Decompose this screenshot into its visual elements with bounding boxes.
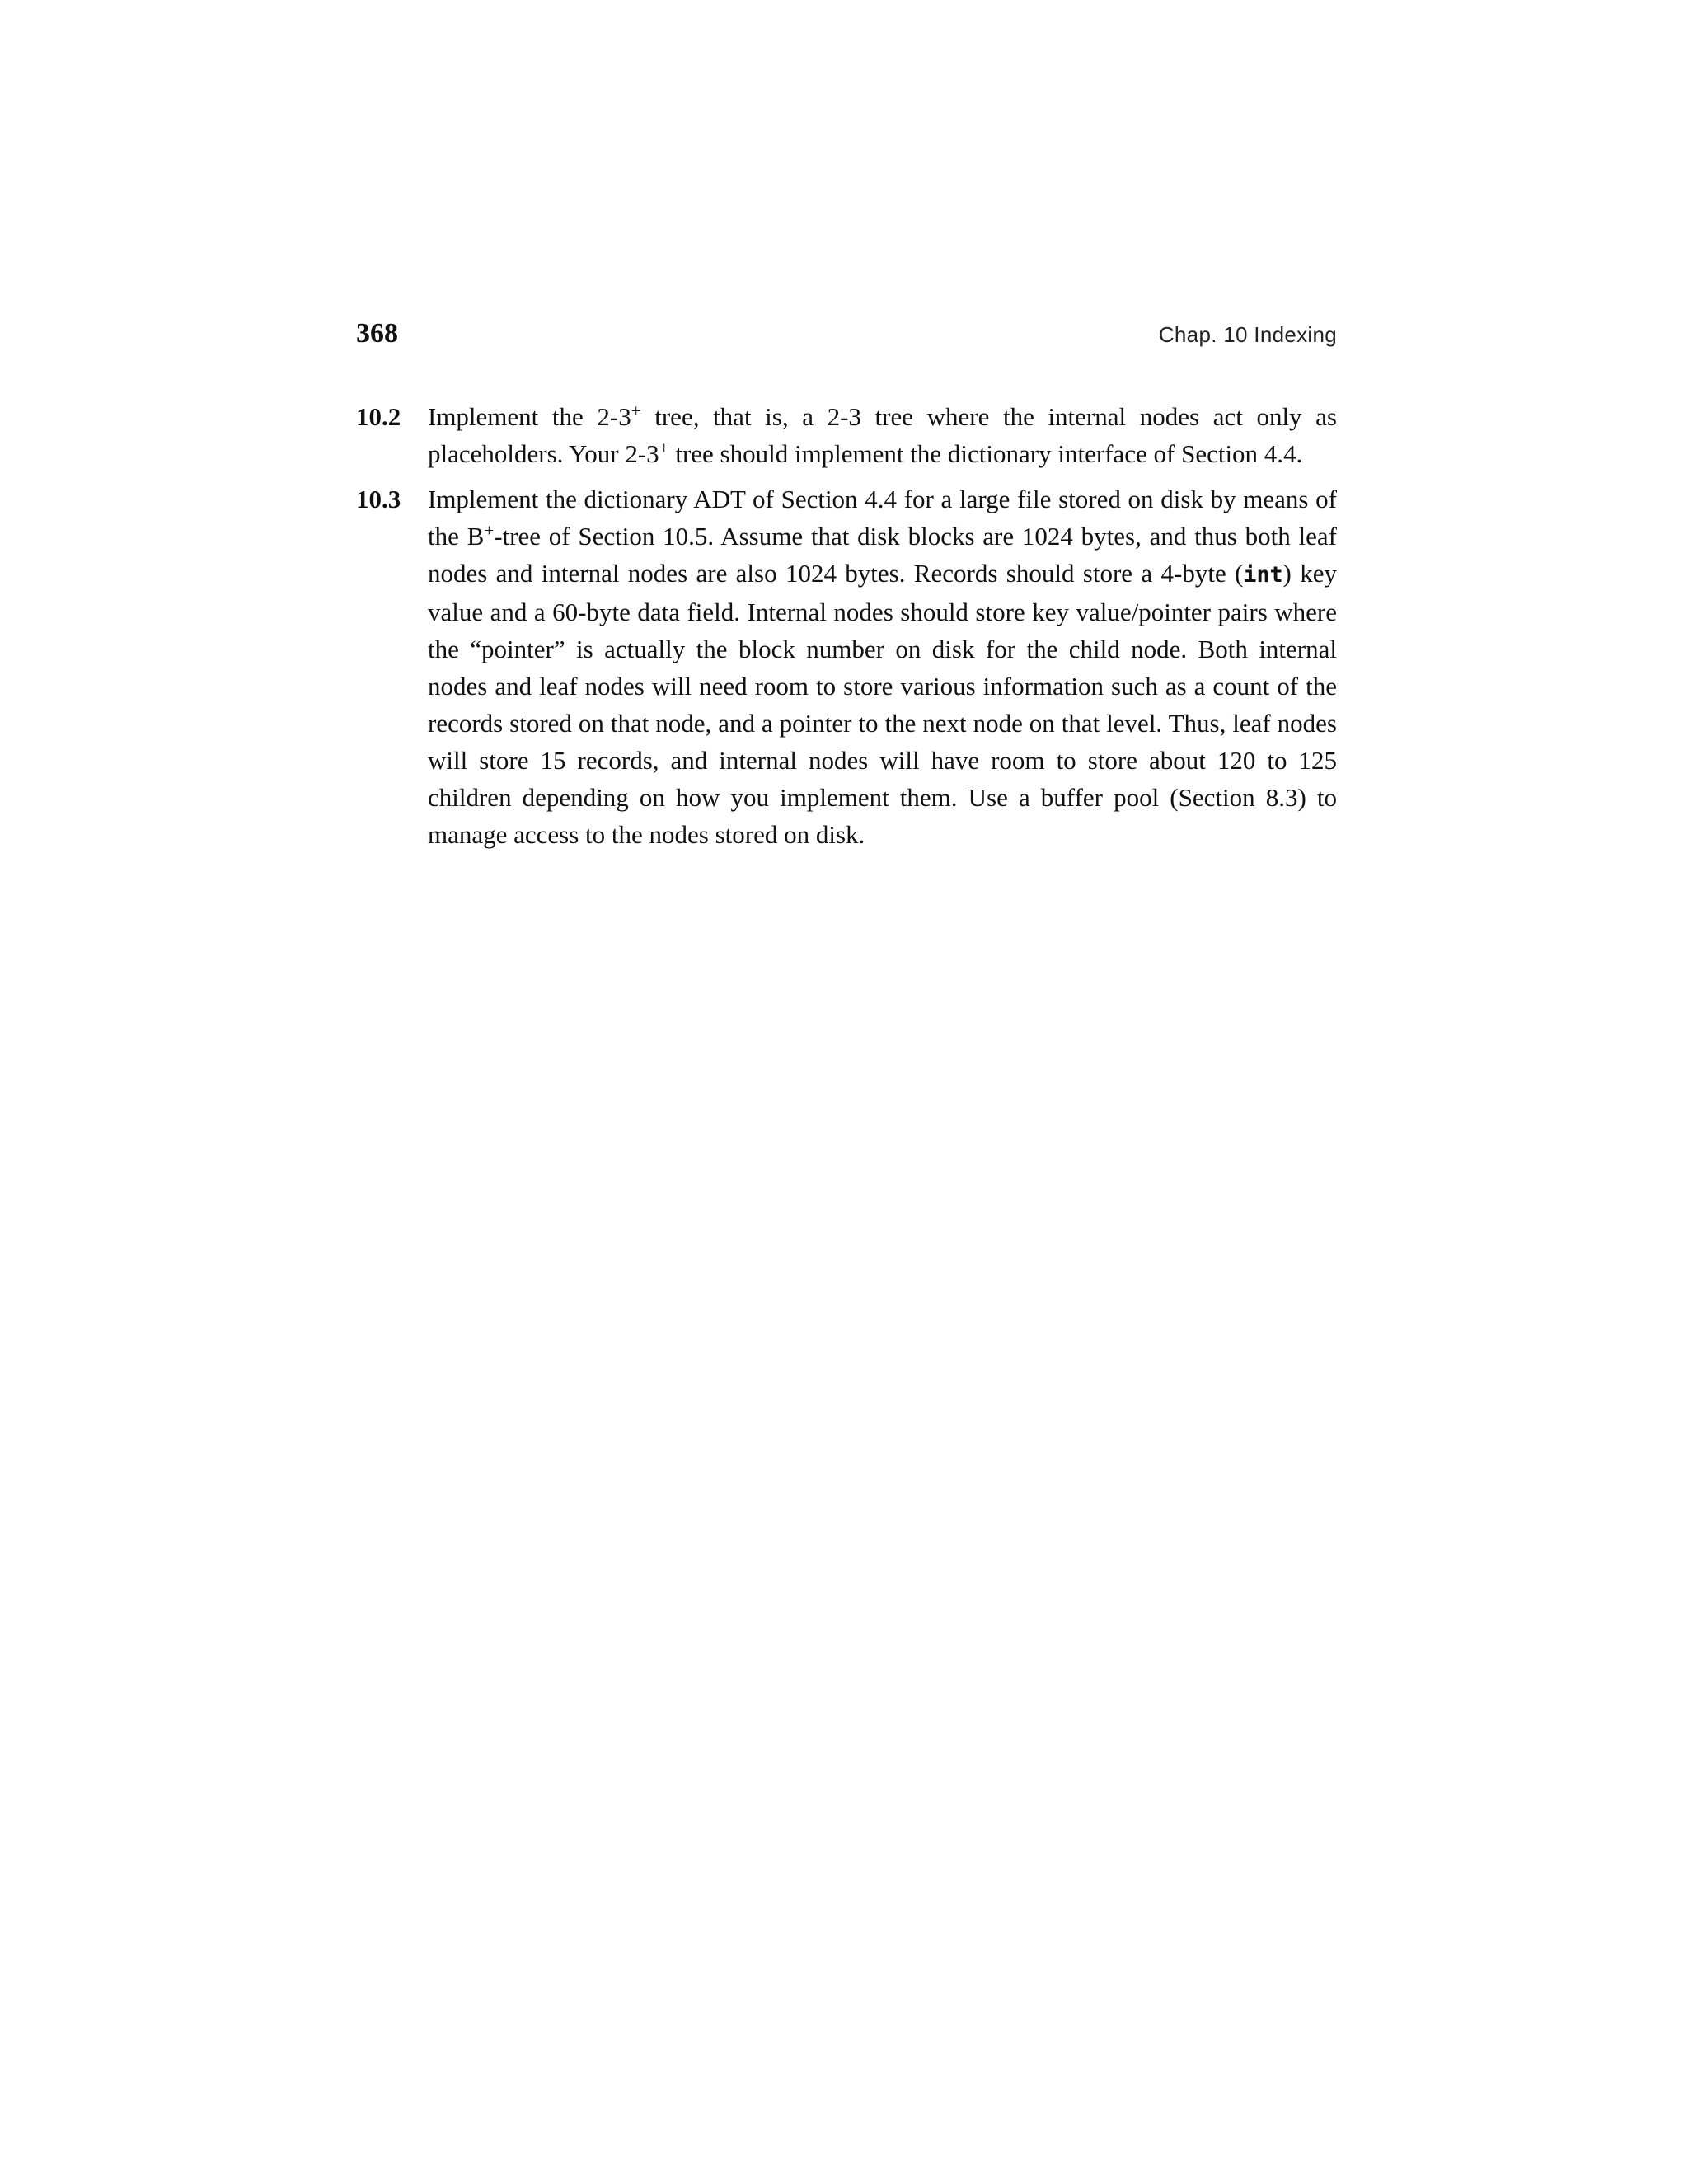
superscript-plus: + [659,438,669,458]
code-int-keyword: int [1243,562,1283,588]
running-header-row [356,317,1337,350]
superscript-plus: + [484,520,495,541]
page-number: 368 [356,318,398,349]
exercise-list [356,398,1337,853]
exercise-item-10-3 [356,480,1337,853]
text-segment: tree, that is, a 2-3 tree where the internal nodes act only as placeholders. Your 2-3 [428,402,1337,468]
exercise-number: 10.2 [356,402,401,431]
superscript-plus: + [631,401,641,421]
exercise-body [428,480,1337,853]
text-segment: Implement the dictionary ADT of Section 4.4 for a large file stored on disk by means of the B [428,485,1337,551]
chapter-running-header: Chap. 10 Indexing [1158,322,1337,347]
exercise-number: 10.3 [356,485,401,513]
exercise-item-10-2 [356,398,1337,472]
text-segment: tree should implement the dictionary interface of Section 4.4. [668,439,1303,468]
text-segment: Implement the 2-3 [428,402,631,431]
exercise-body [428,398,1337,472]
text-segment: -tree of Section 10.5. Assume that disk blocks are 1024 bytes, and thus both leaf nodes and internal nodes are also 1024 bytes. Records should store a 4-byte ( [428,522,1337,588]
page-content [356,317,1337,853]
text-segment: ) key value and a 60-byte data field. Internal nodes should store key value/pointer pairs where the “pointer” is actually the block number on disk for the child node. Both internal nodes and leaf nodes will need room to store various information such as a count of the records stored on that node, and a pointer to the next node on that level. Thus, leaf nodes will store 15 records, and internal nodes will have room to store about 120 to 125 children depending on how you implement them. Use a buffer pool (Section 8.3) to manage access to the nodes stored on disk. [428,559,1337,849]
